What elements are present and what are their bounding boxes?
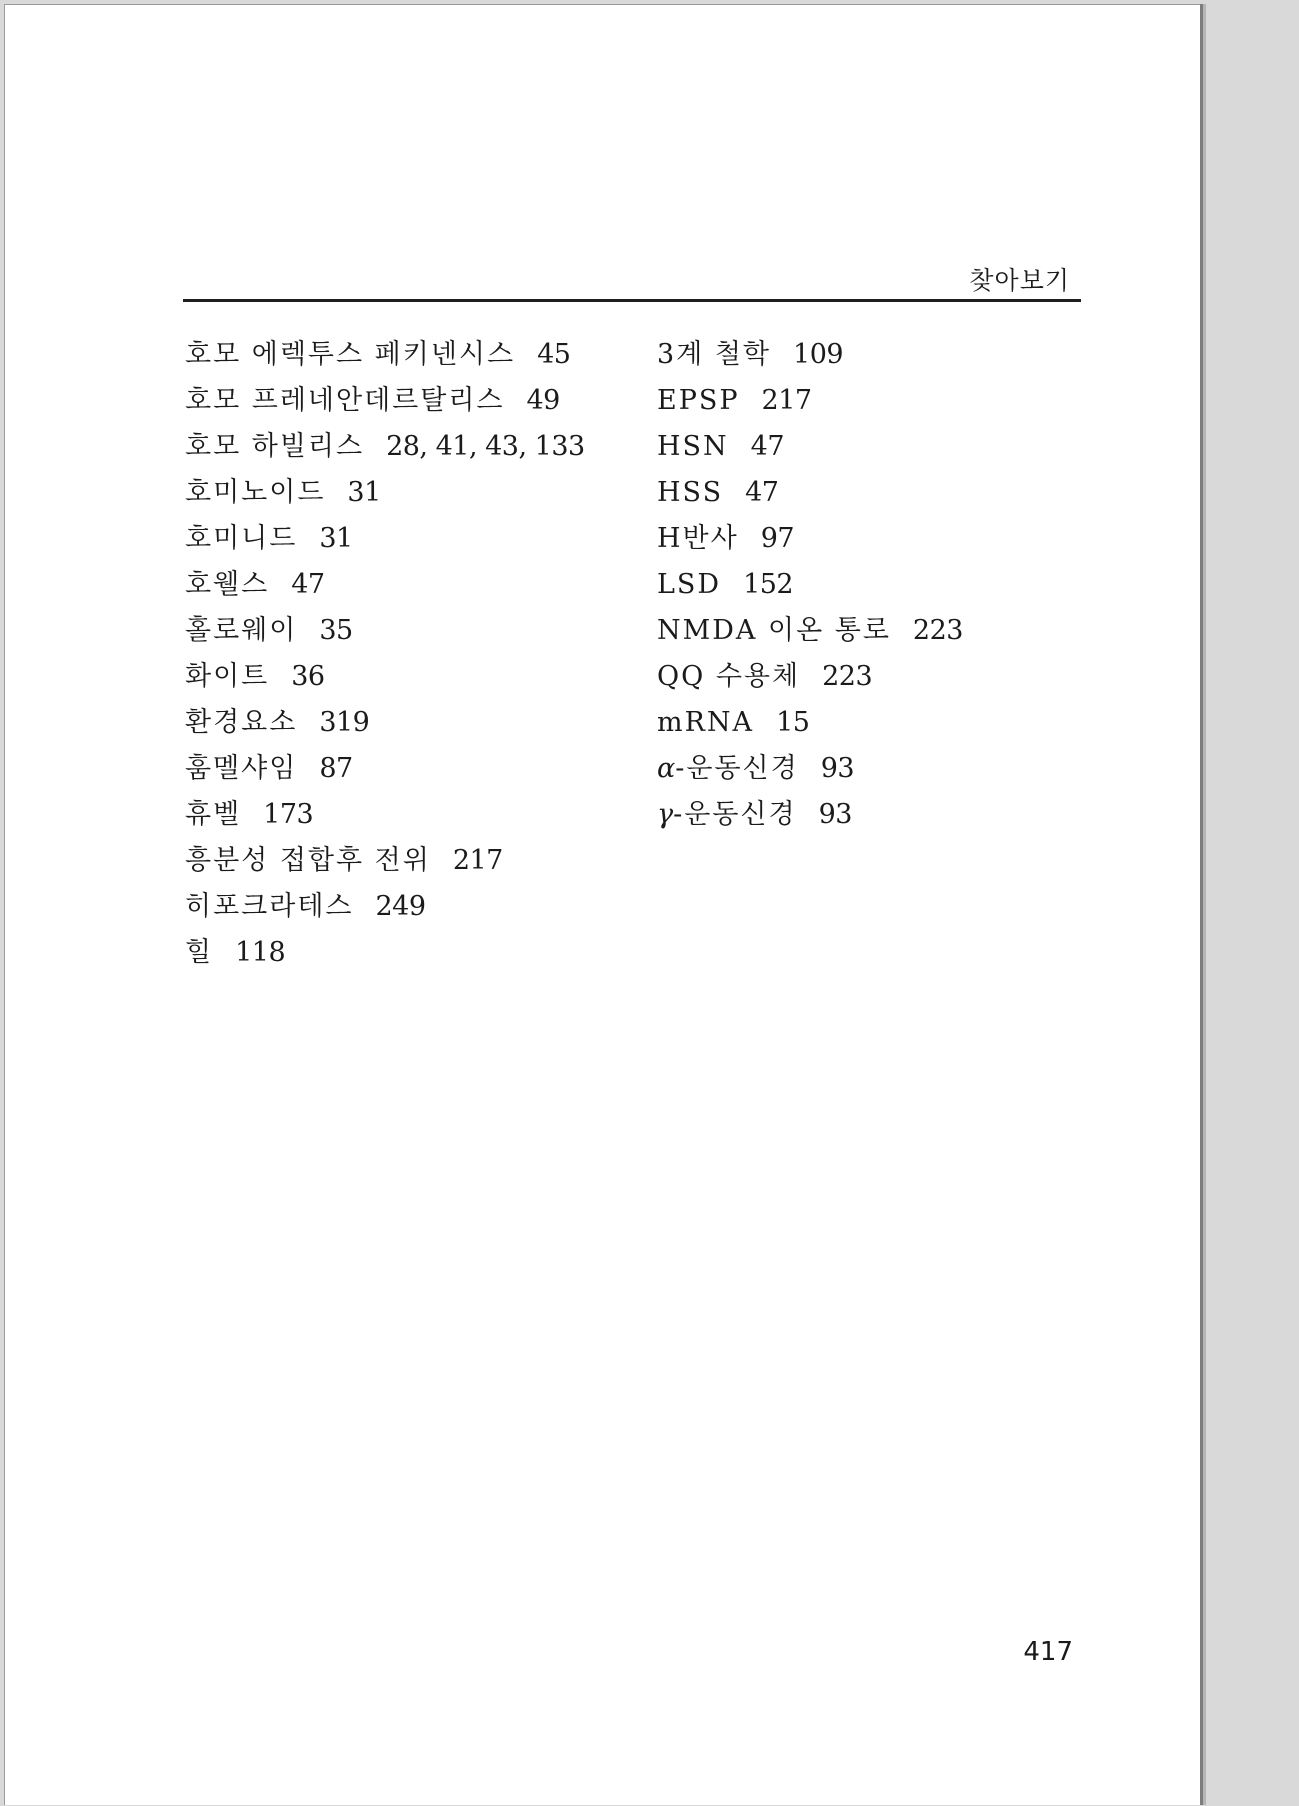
index-term: 히포크라테스 — [185, 891, 354, 922]
index-pages: 47 — [745, 477, 779, 508]
index-entry — [657, 335, 1097, 381]
index-pages: 31 — [319, 523, 353, 554]
index-pages: 87 — [319, 753, 353, 784]
page-number: 417 — [1023, 1637, 1073, 1667]
index-pages: 109 — [793, 339, 844, 370]
index-term: 힐 — [185, 937, 214, 968]
index-term: HSN — [657, 431, 729, 462]
index-entry — [185, 519, 645, 565]
index-pages: 249 — [375, 891, 426, 922]
index-entry — [185, 703, 645, 749]
index-entry — [657, 611, 1097, 657]
index-term: 호미노이드 — [185, 477, 326, 508]
index-entry — [185, 335, 645, 381]
index-pages: 223 — [912, 615, 963, 646]
document-page — [4, 4, 1200, 1805]
index-term: 홀로웨이 — [185, 615, 298, 646]
index-term: 호모 프레네안데르탈리스 — [185, 385, 505, 416]
index-pages: 97 — [760, 523, 795, 554]
index-pages: 49 — [526, 385, 560, 416]
index-column-right — [657, 335, 1097, 841]
running-header: 찾아보기 — [969, 266, 1070, 295]
index-term: EPSP — [657, 385, 740, 416]
index-pages: 93 — [820, 753, 855, 784]
index-pages: 217 — [761, 385, 812, 416]
index-pages: 217 — [452, 845, 503, 876]
greek-prefix: γ — [657, 799, 674, 830]
index-term: LSD — [657, 569, 722, 600]
index-pages: 35 — [319, 615, 353, 646]
index-pages: 15 — [776, 707, 810, 738]
index-term: 휴벨 — [185, 799, 242, 830]
index-entry — [657, 519, 1097, 565]
index-entry — [657, 657, 1097, 703]
index-pages: 45 — [537, 339, 571, 370]
index-entry — [185, 565, 645, 611]
index-entry — [185, 841, 645, 887]
index-pages: 31 — [347, 477, 381, 508]
index-entry — [185, 657, 645, 703]
index-entry — [185, 611, 645, 657]
index-entry — [185, 795, 645, 841]
index-term: 호모 에렉투스 페키넨시스 — [185, 339, 516, 370]
index-entry — [657, 749, 1097, 795]
greek-prefix: α — [657, 753, 676, 784]
index-term: H반사 — [657, 523, 739, 554]
index-entry — [185, 887, 645, 933]
index-entry — [657, 703, 1097, 749]
index-pages: 223 — [822, 661, 873, 692]
index-pages: 152 — [743, 569, 794, 600]
header-rule — [183, 299, 1081, 302]
index-pages: 319 — [319, 707, 370, 738]
index-entry — [185, 933, 645, 979]
index-term: 환경요소 — [185, 707, 298, 738]
index-entry — [657, 565, 1097, 611]
index-term: 호모 하빌리스 — [185, 431, 365, 462]
index-term: 호웰스 — [185, 569, 270, 600]
index-term: 훔멜샤임 — [185, 753, 298, 784]
index-pages: 93 — [818, 799, 852, 830]
index-term: QQ 수용체 — [657, 661, 801, 692]
index-entry — [657, 427, 1097, 473]
index-column-left — [185, 335, 645, 979]
index-pages: 118 — [235, 937, 286, 968]
index-pages: 47 — [750, 431, 785, 462]
index-entry — [185, 427, 645, 473]
index-term: -운동신경 — [673, 799, 797, 830]
index-pages: 28, 41, 43, 133 — [386, 431, 585, 462]
index-pages: 173 — [263, 799, 314, 830]
index-term: 호미니드 — [185, 523, 298, 554]
index-term: HSS — [657, 477, 724, 508]
index-entry — [185, 749, 645, 795]
index-entry — [185, 381, 645, 427]
index-term: mRNA — [657, 707, 755, 738]
index-term: NMDA 이온 통로 — [657, 615, 891, 646]
index-entry — [657, 381, 1097, 427]
index-entry — [657, 473, 1097, 519]
index-entry — [185, 473, 645, 519]
index-pages: 36 — [291, 661, 325, 692]
index-term: 흥분성 접합후 전위 — [185, 845, 431, 876]
index-term: -운동신경 — [675, 753, 799, 784]
index-term: 화이트 — [185, 661, 270, 692]
index-term: 3계 철학 — [657, 339, 772, 370]
index-pages: 47 — [291, 569, 325, 600]
index-entry — [657, 795, 1097, 841]
